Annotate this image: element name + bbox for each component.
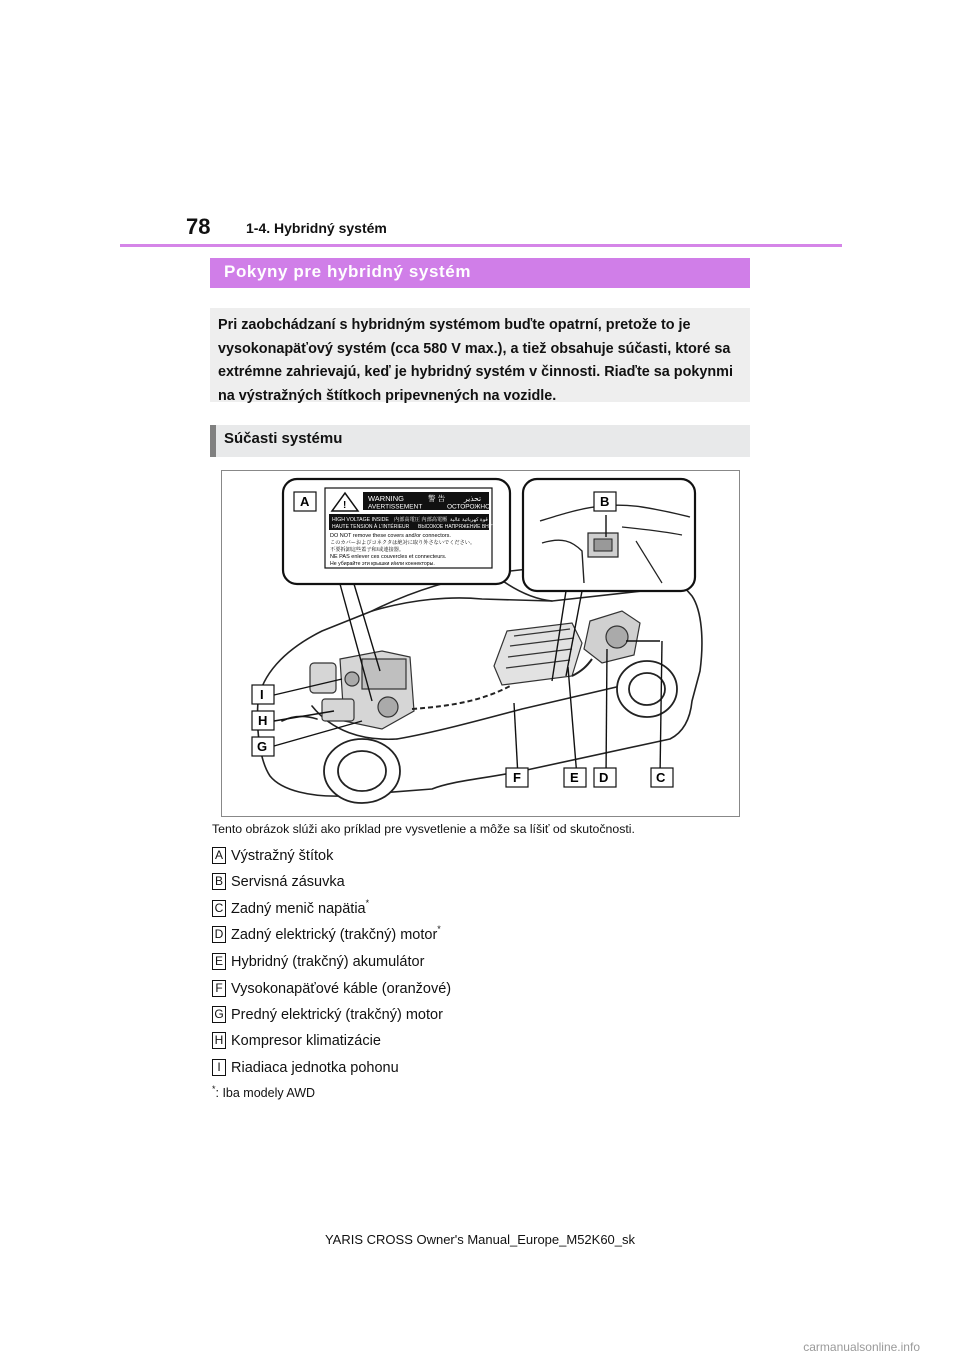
callout-b xyxy=(594,492,616,511)
svg-text:قوة كهربائية عالية: قوة كهربائية عالية xyxy=(450,517,488,523)
page-title: Pokyny pre hybridný systém xyxy=(210,258,750,288)
svg-text:E: E xyxy=(570,770,579,785)
svg-text:G: G xyxy=(257,739,268,754)
svg-text:Не убирайте эти крышки и/или к: Не убирайте эти крышки и/или коннекторы. xyxy=(330,561,435,567)
svg-text:DO NOT remove these covers and: DO NOT remove these covers and/or connectors. xyxy=(330,533,451,539)
svg-text:D: D xyxy=(599,770,609,785)
legend-label: Riadiaca jednotka pohonu xyxy=(231,1059,399,1076)
svg-text:このカバーおよびコネクタは絶対に取り外さないでください。: このカバーおよびコネクタは絶対に取り外さないでください。 xyxy=(330,540,476,546)
legend-item xyxy=(212,847,333,869)
callout-c xyxy=(651,768,673,787)
callout-i xyxy=(252,685,274,704)
legend-star: * xyxy=(365,898,370,908)
svg-text:HAUTE TENSION À L'INTÉRIEUR: HAUTE TENSION À L'INTÉRIEUR xyxy=(332,524,410,530)
svg-text:B: B xyxy=(600,494,610,509)
svg-text:不要拆卸這些蓋子和/或連接器。: 不要拆卸這些蓋子和/或連接器。 xyxy=(330,547,405,553)
footnote-text: : Iba modely AWD xyxy=(215,1086,316,1100)
svg-text:HIGH VOLTAGE INSIDE: HIGH VOLTAGE INSIDE xyxy=(332,517,389,523)
footnote-star: * xyxy=(212,1084,216,1094)
section-subheading: Súčasti systému xyxy=(210,425,750,457)
legend-label: Vysokonapäťové káble (oranžové) xyxy=(231,980,452,997)
figure-caption: Tento obrázok slúži ako príklad pre vysvetlenie a môže sa líšiť od skutočnosti. xyxy=(212,822,635,836)
legend-letter: D xyxy=(212,926,226,943)
legend-label: Zadný elektrický (trakčný) motor xyxy=(231,926,438,943)
legend-item xyxy=(212,926,441,948)
svg-text:I: I xyxy=(260,687,264,702)
callout-d xyxy=(594,768,616,787)
hv-cable xyxy=(412,685,512,709)
svg-text:!: ! xyxy=(343,500,347,511)
legend-label: Zadný menič napätia xyxy=(231,900,366,917)
watermark: carmanualsonline.info xyxy=(803,1340,920,1354)
system-components-figure xyxy=(221,470,740,817)
legend-letter: E xyxy=(212,953,226,970)
page-footer: YARIS CROSS Owner's Manual_Europe_M52K60_sk xyxy=(324,1232,636,1247)
legend-label: Hybridný (trakčný) akumulátor xyxy=(231,953,425,970)
legend-star: * xyxy=(437,924,441,934)
svg-text:警 告: 警 告 xyxy=(428,494,446,503)
callout-h xyxy=(252,711,274,730)
svg-text:WARNING: WARNING xyxy=(368,494,404,503)
legend-item xyxy=(212,1032,381,1054)
rear-motor-block xyxy=(584,611,640,663)
page-number: 78 xyxy=(186,214,211,239)
svg-text:内部高電圧 內部高電壓: 内部高電圧 內部高電壓 xyxy=(394,517,448,523)
callout-a xyxy=(294,492,316,511)
svg-text:AVERTISSEMENT: AVERTISSEMENT xyxy=(368,503,423,511)
svg-text:NE PAS enlever ces couvercles: NE PAS enlever ces couvercles et connecteurs. xyxy=(330,554,447,560)
svg-text:F: F xyxy=(513,770,521,785)
legend-item xyxy=(212,953,424,975)
callout-f xyxy=(506,768,528,787)
header-rule xyxy=(120,244,842,247)
legend-label: Výstražný štítok xyxy=(231,847,334,864)
car-diagram xyxy=(222,471,739,816)
section-heading: 1-4. Hybridný systém xyxy=(246,220,387,236)
legend-letter: A xyxy=(212,847,226,864)
legend-item xyxy=(212,1006,443,1028)
svg-text:ВЫСОКОЕ НАПРЯЖЕНИЕ ВНУТРИ: ВЫСОКОЕ НАПРЯЖЕНИЕ ВНУТРИ xyxy=(418,524,502,530)
legend-label: Predný elektrický (trakčný) motor xyxy=(231,1006,443,1023)
legend-item xyxy=(212,1059,399,1081)
legend-item xyxy=(212,873,345,895)
legend-letter: I xyxy=(212,1059,226,1076)
legend-letter: G xyxy=(212,1006,226,1023)
legend-letter: H xyxy=(212,1032,226,1049)
callout-e xyxy=(564,768,586,787)
legend-letter: F xyxy=(212,980,226,997)
legend-letter: B xyxy=(212,873,226,890)
intro-text: Pri zaobchádzaní s hybridným systémom buďte opatrní, pretože to je vysokonapäťový systém (cca 580 V max.), a tiež obsahuje súčasti, ktoré sa extrémne zahrievajú, keď je hybridný systém v činnosti. Riaďte sa pokynmi na výstražných štítkoch pripevnených na vozidle. xyxy=(210,308,750,402)
svg-text:C: C xyxy=(656,770,666,785)
svg-text:H: H xyxy=(258,713,268,728)
callout-g xyxy=(252,737,274,756)
svg-text:ОСТОРОЖНО: ОСТОРОЖНО xyxy=(447,503,491,511)
legend-item xyxy=(212,900,369,922)
legend-label: Kompresor klimatizácie xyxy=(231,1032,381,1049)
legend-item xyxy=(212,980,451,1002)
svg-text:تحذير: تحذير xyxy=(464,494,482,503)
legend-label: Servisná zásuvka xyxy=(231,873,345,890)
footnote xyxy=(212,1086,315,1100)
inset-a xyxy=(283,479,510,584)
legend-letter: C xyxy=(212,900,226,917)
svg-text:A: A xyxy=(300,494,310,509)
